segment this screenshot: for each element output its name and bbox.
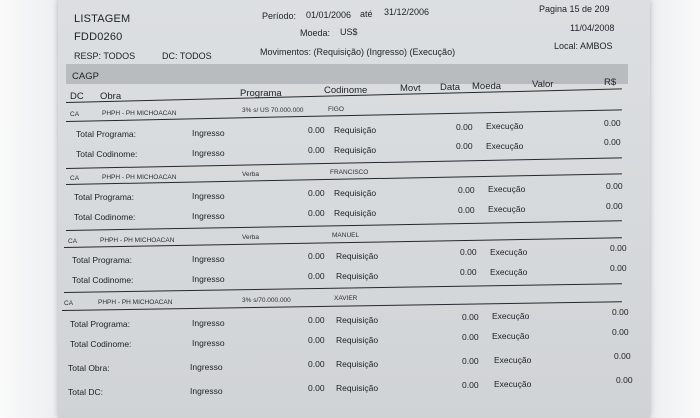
- requisicao-label: Requisição: [336, 383, 379, 393]
- execucao-value: 0.00: [610, 263, 627, 273]
- record-programa: 3% s/ US 70.000.000: [242, 107, 304, 114]
- col-movt: Movt: [400, 83, 421, 94]
- total-label: Total DC:: [68, 387, 103, 397]
- ingresso-label: Ingresso: [192, 128, 225, 138]
- page-number: Pagina 15 de 209: [539, 4, 610, 14]
- col-valor: Valor: [532, 79, 554, 90]
- col-data: Data: [440, 82, 461, 93]
- record-programa: Verba: [242, 171, 259, 178]
- col-obra: Obra: [100, 91, 122, 102]
- execucao-value: 0.00: [606, 181, 623, 191]
- periodo-label: Período:: [262, 11, 297, 21]
- requisicao-value: 0.00: [462, 332, 479, 342]
- total-label: Total Programa:: [74, 192, 134, 202]
- record-obra: PHPH - PH MICHOACAN: [102, 110, 177, 117]
- col-moeda: Moeda: [472, 81, 502, 92]
- col-dc: DC: [70, 91, 84, 102]
- total-label: Total Codinome:: [70, 339, 132, 349]
- record-codinome: XAVIER: [334, 295, 358, 302]
- requisicao-value: 0.00: [460, 267, 477, 277]
- ingresso-label: Ingresso: [192, 191, 225, 201]
- report-date: 11/04/2008: [570, 23, 615, 33]
- execucao-label: Execução: [488, 184, 526, 194]
- record-codinome: FRANCISCO: [330, 169, 369, 176]
- requisicao-value: 0.00: [462, 356, 479, 366]
- execucao-label: Execução: [494, 379, 532, 389]
- execucao-label: Execução: [486, 121, 524, 131]
- execucao-label: Execução: [490, 247, 528, 257]
- execucao-value: 0.00: [604, 137, 621, 147]
- ingresso-value: 0.00: [308, 271, 325, 281]
- requisicao-label: Requisição: [336, 251, 379, 261]
- execucao-label: Execução: [492, 331, 530, 341]
- requisicao-value: 0.00: [462, 312, 479, 322]
- ingresso-value: 0.00: [308, 383, 325, 393]
- report-title: LISTAGEM: [74, 13, 131, 25]
- execucao-value: 0.00: [612, 327, 629, 337]
- record-programa: 3% s/70.000.000: [242, 297, 291, 304]
- execucao-label: Execução: [492, 311, 530, 321]
- periodo-to: 31/12/2006: [384, 7, 430, 17]
- ingresso-label: Ingresso: [190, 386, 223, 396]
- col-programa: Programa: [240, 88, 282, 99]
- section-title: CAGP: [72, 71, 99, 82]
- ingresso-label: Ingresso: [192, 254, 225, 264]
- ingresso-label: Ingresso: [192, 318, 225, 328]
- requisicao-value: 0.00: [456, 141, 473, 151]
- execucao-value: 0.00: [614, 351, 631, 361]
- total-label: Total Programa:: [76, 129, 136, 139]
- record-obra: PHPH - PH MICHOACAN: [102, 174, 177, 181]
- ingresso-value: 0.00: [308, 125, 325, 135]
- block-separator: [66, 220, 622, 231]
- record-obra: PHPH - PH MICHOACAN: [98, 299, 173, 306]
- execucao-value: 0.00: [612, 307, 629, 317]
- record-ca: CA: [64, 300, 74, 307]
- ingresso-value: 0.00: [308, 335, 325, 345]
- movimentos-filter: Movimentos: (Requisição) (Ingresso) (Execução): [260, 47, 456, 57]
- record-ca: CA: [70, 175, 80, 182]
- col-rs: R$: [604, 77, 617, 88]
- ingresso-label: Ingresso: [192, 338, 225, 348]
- moeda-label: Moeda:: [300, 28, 331, 38]
- execucao-label: Execução: [490, 267, 528, 277]
- ingresso-value: 0.00: [308, 208, 325, 218]
- ingresso-value: 0.00: [308, 145, 325, 155]
- total-label: Total Codinome:: [72, 275, 134, 285]
- record-codinome: FIGO: [328, 106, 344, 113]
- record-programa: Verba: [242, 234, 259, 241]
- total-label: Total Programa:: [72, 255, 132, 265]
- total-label: Total Obra:: [68, 363, 110, 373]
- requisicao-label: Requisição: [336, 315, 379, 325]
- ingresso-label: Ingresso: [192, 211, 225, 221]
- requisicao-value: 0.00: [462, 380, 479, 390]
- requisicao-value: 0.00: [458, 205, 475, 215]
- report-page: [58, 0, 650, 418]
- requisicao-label: Requisição: [334, 188, 377, 198]
- requisicao-value: 0.00: [460, 247, 477, 257]
- block-separator: [64, 283, 622, 293]
- requisicao-label: Requisição: [336, 335, 379, 345]
- execucao-label: Execução: [486, 141, 524, 151]
- ingresso-label: Ingresso: [190, 362, 223, 372]
- requisicao-value: 0.00: [458, 185, 475, 195]
- left-margin-area: [0, 0, 60, 418]
- ingresso-label: Ingresso: [192, 148, 225, 158]
- periodo-ate: até: [360, 9, 373, 19]
- total-label: Total Codinome:: [74, 212, 136, 222]
- requisicao-label: Requisição: [334, 145, 377, 155]
- total-label: Total Programa:: [70, 319, 130, 329]
- ingresso-value: 0.00: [308, 359, 325, 369]
- execucao-label: Execução: [488, 204, 526, 214]
- ingresso-value: 0.00: [308, 315, 325, 325]
- ingresso-value: 0.00: [308, 188, 325, 198]
- execucao-value: 0.00: [606, 201, 623, 211]
- requisicao-label: Requisição: [336, 271, 379, 281]
- resp-filter: RESP: TODOS: [74, 51, 136, 61]
- local-filter: Local: AMBOS: [554, 41, 613, 51]
- periodo-from: 01/01/2006: [306, 10, 352, 20]
- ingresso-label: Ingresso: [192, 274, 225, 284]
- report-code: FDD0260: [74, 31, 123, 43]
- total-label: Total Codinome:: [76, 149, 138, 159]
- execucao-value: 0.00: [616, 375, 633, 385]
- moeda-value: US$: [340, 27, 358, 37]
- col-codinome: Codinome: [324, 85, 368, 96]
- execucao-value: 0.00: [610, 243, 627, 253]
- requisicao-label: Requisição: [334, 125, 377, 135]
- execucao-value: 0.00: [604, 118, 621, 128]
- block-separator: [66, 157, 622, 169]
- record-codinome: MANUEL: [332, 232, 360, 239]
- requisicao-value: 0.00: [456, 122, 473, 132]
- execucao-label: Execução: [494, 355, 532, 365]
- record-obra: PHPH - PH MICHOACAN: [100, 237, 175, 244]
- record-ca: CA: [70, 111, 80, 118]
- requisicao-label: Requisição: [336, 359, 379, 369]
- record-ca: CA: [68, 238, 78, 245]
- dc-filter: DC: TODOS: [162, 51, 212, 61]
- requisicao-label: Requisição: [334, 208, 377, 218]
- right-margin-area: [648, 0, 700, 418]
- ingresso-value: 0.00: [308, 251, 325, 261]
